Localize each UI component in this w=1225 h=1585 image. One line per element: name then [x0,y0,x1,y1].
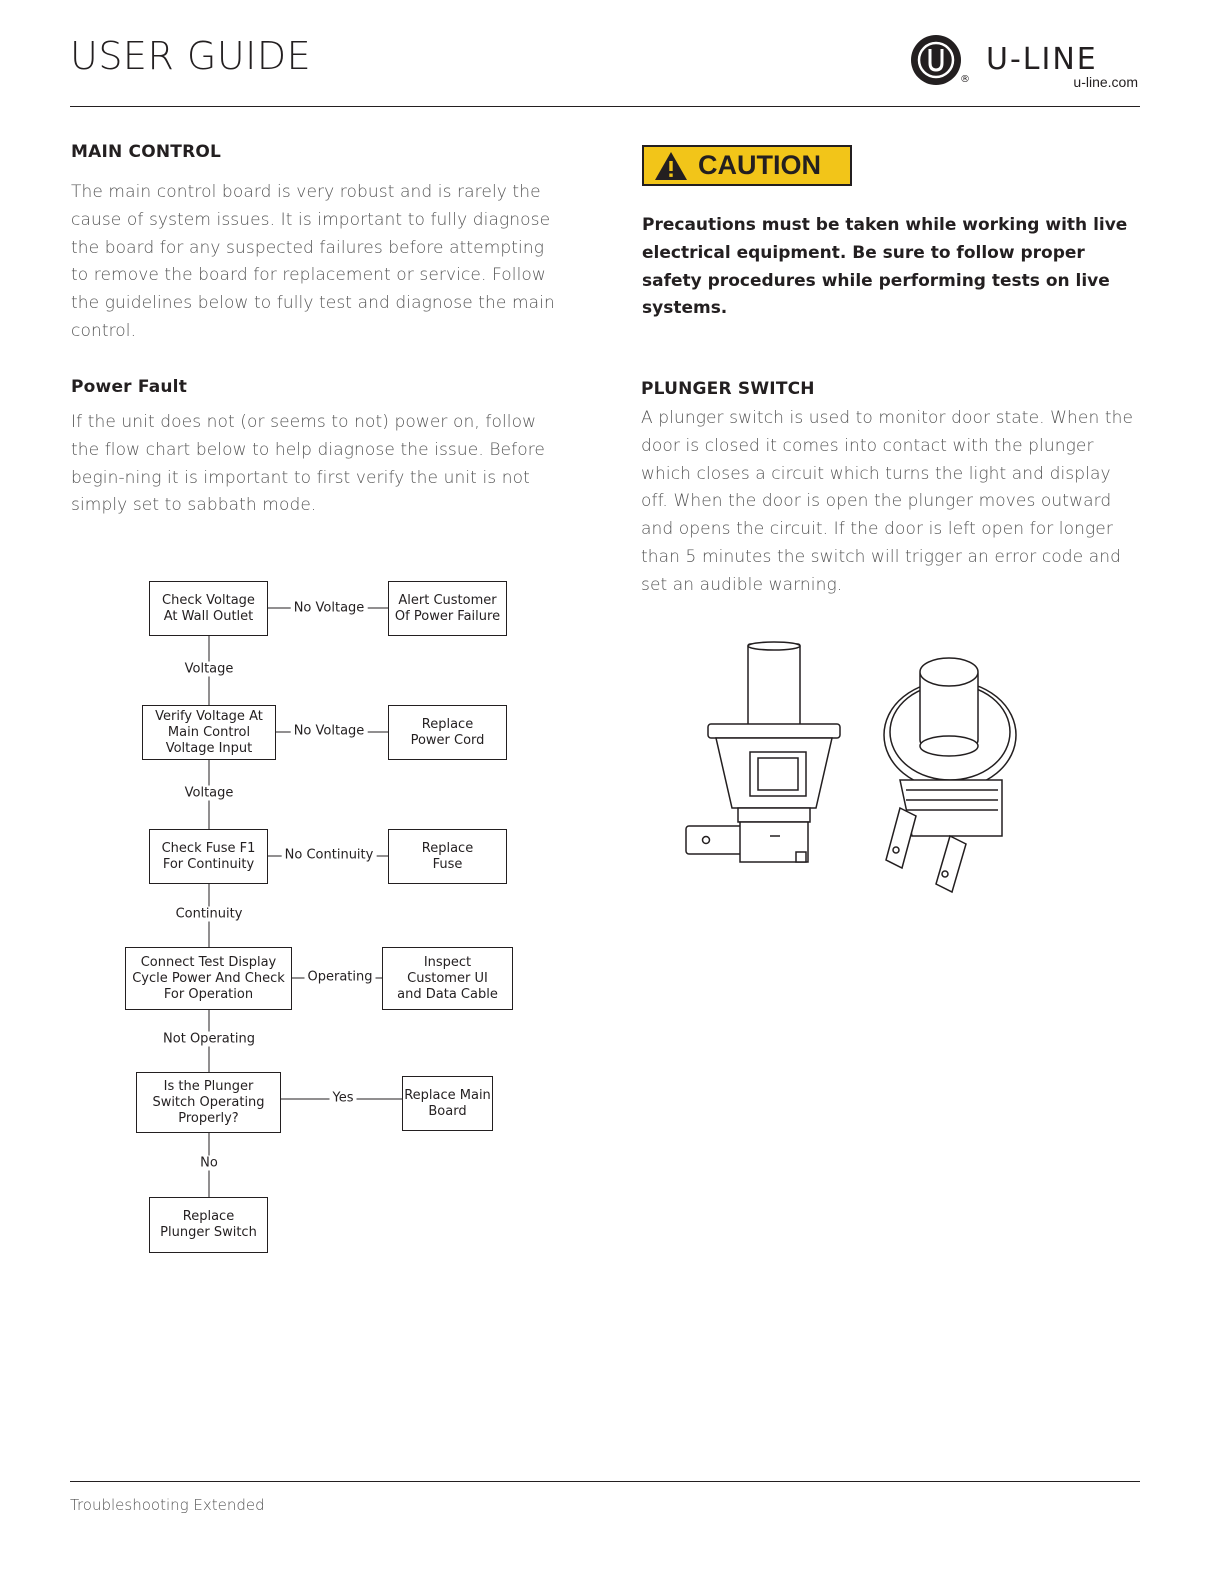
plunger-switch-heading: PLUNGER SWITCH [641,379,815,399]
header-divider [70,106,1140,107]
flow-label-no-voltage-1: No Voltage [291,601,368,616]
main-control-heading: MAIN CONTROL [71,142,222,162]
flow-label-no-voltage-2: No Voltage [291,724,368,739]
footer-section-label: Troubleshooting Extended [70,1496,265,1514]
flow-box-replace-fuse: Replace Fuse [388,829,507,884]
flow-label-no-continuity: No Continuity [282,848,377,863]
flow-box-check-fuse: Check Fuse F1 For Continuity [149,829,268,884]
flow-label-not-operating: Not Operating [160,1032,258,1047]
logo-wordmark: U-LINE [986,42,1098,77]
u-line-logo-icon [910,34,966,90]
power-fault-heading: Power Fault [71,377,188,397]
power-fault-body: If the unit does not (or seems to not) power on, follow the flow chart below to help diagnose the issue. Before begin-ning it is important to first verify the unit is not simply set to sabbath mode. [71,412,545,516]
flow-label-no: No [197,1156,221,1171]
flow-label-continuity: Continuity [173,907,246,922]
flow-box-plunger-check: Is the Plunger Switch Operating Properly? [136,1072,281,1133]
flow-box-replace-plunger: Replace Plunger Switch [149,1197,268,1253]
caution-body: Precautions must be taken while working with live electrical equipment. Be sure to follow proper safety procedures while performing tests on live systems. [642,215,1128,319]
main-control-body: The main control board is very robust and is rarely the cause of system issues. It is important to fully diagnose the board for any suspected failures before attempting to remove the board for replacement or service. Follow the guidelines below to fully test and diagnose the main control. [71,182,555,341]
flow-box-inspect-ui: Inspect Customer UI and Data Cable [382,947,513,1010]
warning-triangle-icon [654,151,688,181]
plunger-switch-body: A plunger switch is used to monitor door state. When the door is closed it comes into contact with the plunger which closes a circuit which turns the light and display off. When the door is open the plunger moves outward and opens the circuit. If the door is left open for longer than 5 minutes the switch will trigger an error code and set an audible warning. [641,408,1134,595]
registered-mark: ® [960,74,970,85]
caution-label: CAUTION [698,150,821,180]
flow-box-replace-main-board: Replace Main Board [402,1076,493,1131]
brand-logo [910,34,1140,94]
flow-label-operating: Operating [305,970,376,985]
flow-box-alert-customer: Alert Customer Of Power Failure [388,581,507,636]
flow-box-connect-test-display: Connect Test Display Cycle Power And Check For Operation [125,947,292,1010]
footer-divider [70,1481,1140,1482]
flow-box-replace-power-cord: Replace Power Cord [388,705,507,760]
flow-label-voltage-2: Voltage [182,786,237,801]
flow-label-voltage-1: Voltage [182,662,237,677]
caution-badge [642,145,852,186]
flow-label-yes: Yes [330,1091,357,1106]
flow-box-check-wall-voltage: Check Voltage At Wall Outlet [149,581,268,636]
page-title: USER GUIDE [70,34,312,78]
plunger-switch-illustration [680,640,1030,900]
logo-url: u-line.com [1073,74,1138,90]
flow-box-verify-control-voltage: Verify Voltage At Main Control Voltage Input [142,705,276,760]
